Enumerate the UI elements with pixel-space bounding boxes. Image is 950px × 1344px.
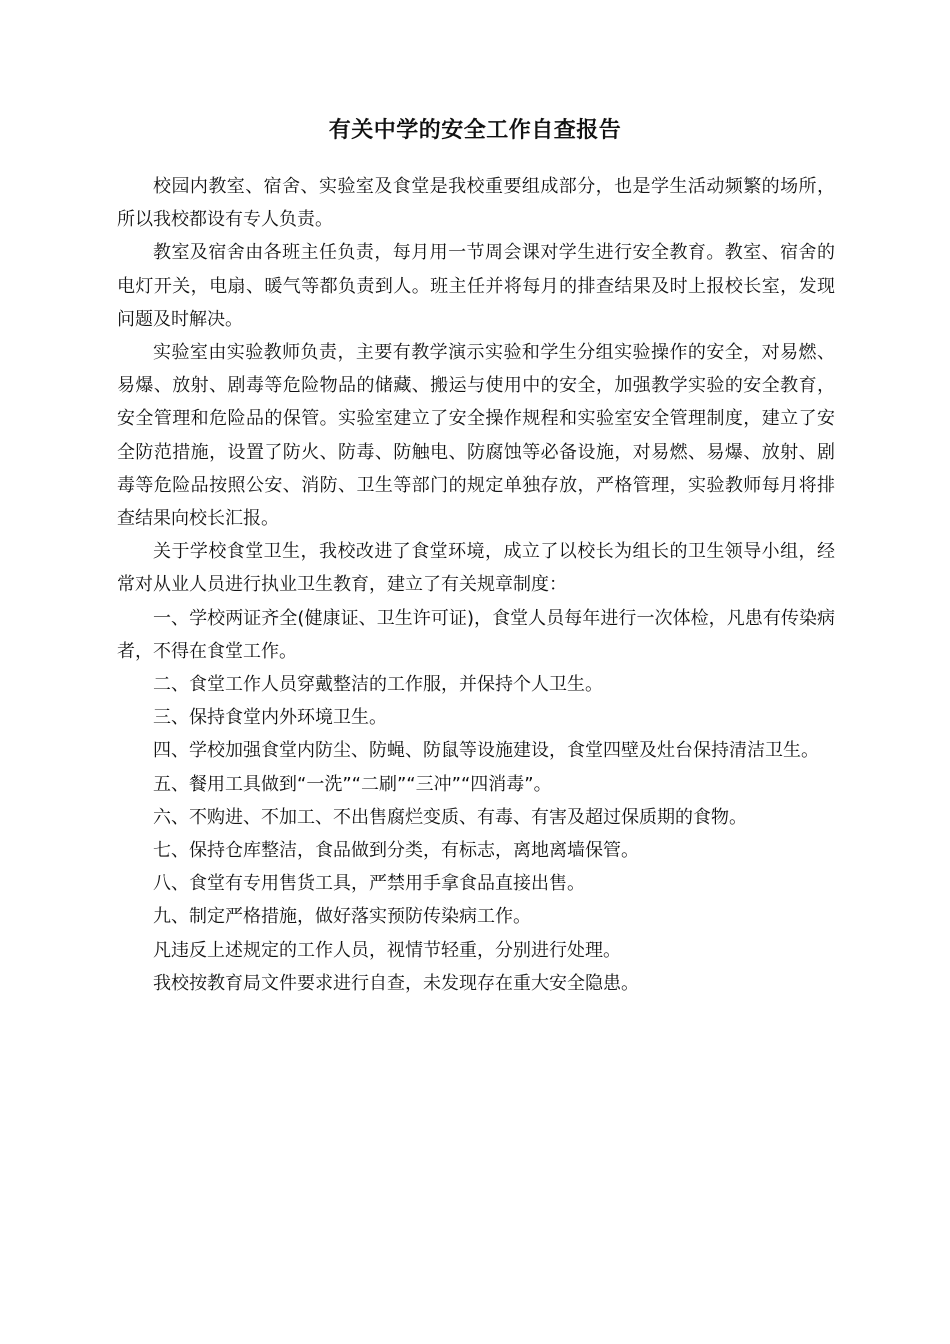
rule-item-5: 五、餐用工具做到“一洗”“二刷”“三冲”“四消毒”。: [153, 773, 552, 795]
rule-item-3: 三、保持食堂内外环境卫生。: [153, 707, 387, 729]
document-body: [117, 170, 835, 1000]
paragraph-violation: 凡违反上述规定的工作人员，视情节轻重，分别进行处理。: [153, 939, 621, 961]
rule-item-7: 七、保持仓库整洁，食品做到分类，有标志，离地离墙保管。: [153, 840, 639, 862]
rule-item-4: 四、学校加强食堂内防尘、防蝇、防鼠等设施建设，食堂四壁及灶台保持清洁卫生。: [153, 740, 819, 762]
rule-item-1: 一、学校两证齐全(健康证、卫生许可证)，食堂人员每年进行一次体检，凡患有传染病者，不得在食堂工作。: [117, 607, 835, 662]
document-title: 有关中学的安全工作自查报告: [328, 118, 622, 143]
paragraph-intro: 校园内教室、宿舍、实验室及食堂是我校重要组成部分，也是学生活动频繁的场所，所以我校都设有专人负责。: [117, 176, 835, 231]
paragraph-classroom-dorm: 教室及宿舍由各班主任负责，每月用一节周会课对学生进行安全教育。教室、宿舍的电灯开关，电扇、暖气等都负责到人。班主任并将每月的排查结果及时上报校长室，发现问题及时解决。: [117, 242, 835, 330]
rule-item-2: 二、食堂工作人员穿戴整洁的工作服，并保持个人卫生。: [153, 674, 603, 696]
paragraph-conclusion: 我校按教育局文件要求进行自查，未发现存在重大安全隐患。: [153, 972, 639, 994]
rule-item-8: 八、食堂有专用售货工具，严禁用手拿食品直接出售。: [153, 873, 585, 895]
paragraph-laboratory: 实验室由实验教师负责，主要有教学演示实验和学生分组实验操作的安全，对易燃、易爆、放射、剧毒等危险物品的储藏、搬运与使用中的安全，加强教学实验的安全教育，安全管理和危险品的保管。实验室建立了安全操作规程和实验室安全管理制度，建立了安全防范措施，设置了防火、防毒、防触电、防腐蚀等必备设施，对易燃、易爆、放射、剧毒等危险品按照公安、消防、卫生等部门的规定单独存放，严格管理，实验教师每月将排查结果向校长汇报。: [117, 342, 835, 530]
rule-item-9: 九、制定严格措施，做好落实预防传染病工作。: [153, 906, 531, 928]
paragraph-canteen-intro: 关于学校食堂卫生，我校改进了食堂环境，成立了以校长为组长的卫生领导小组，经常对从业人员进行执业卫生教育，建立了有关规章制度：: [117, 541, 835, 596]
rule-item-6: 六、不购进、不加工、不出售腐烂变质、有毒、有害及超过保质期的食物。: [153, 806, 747, 828]
